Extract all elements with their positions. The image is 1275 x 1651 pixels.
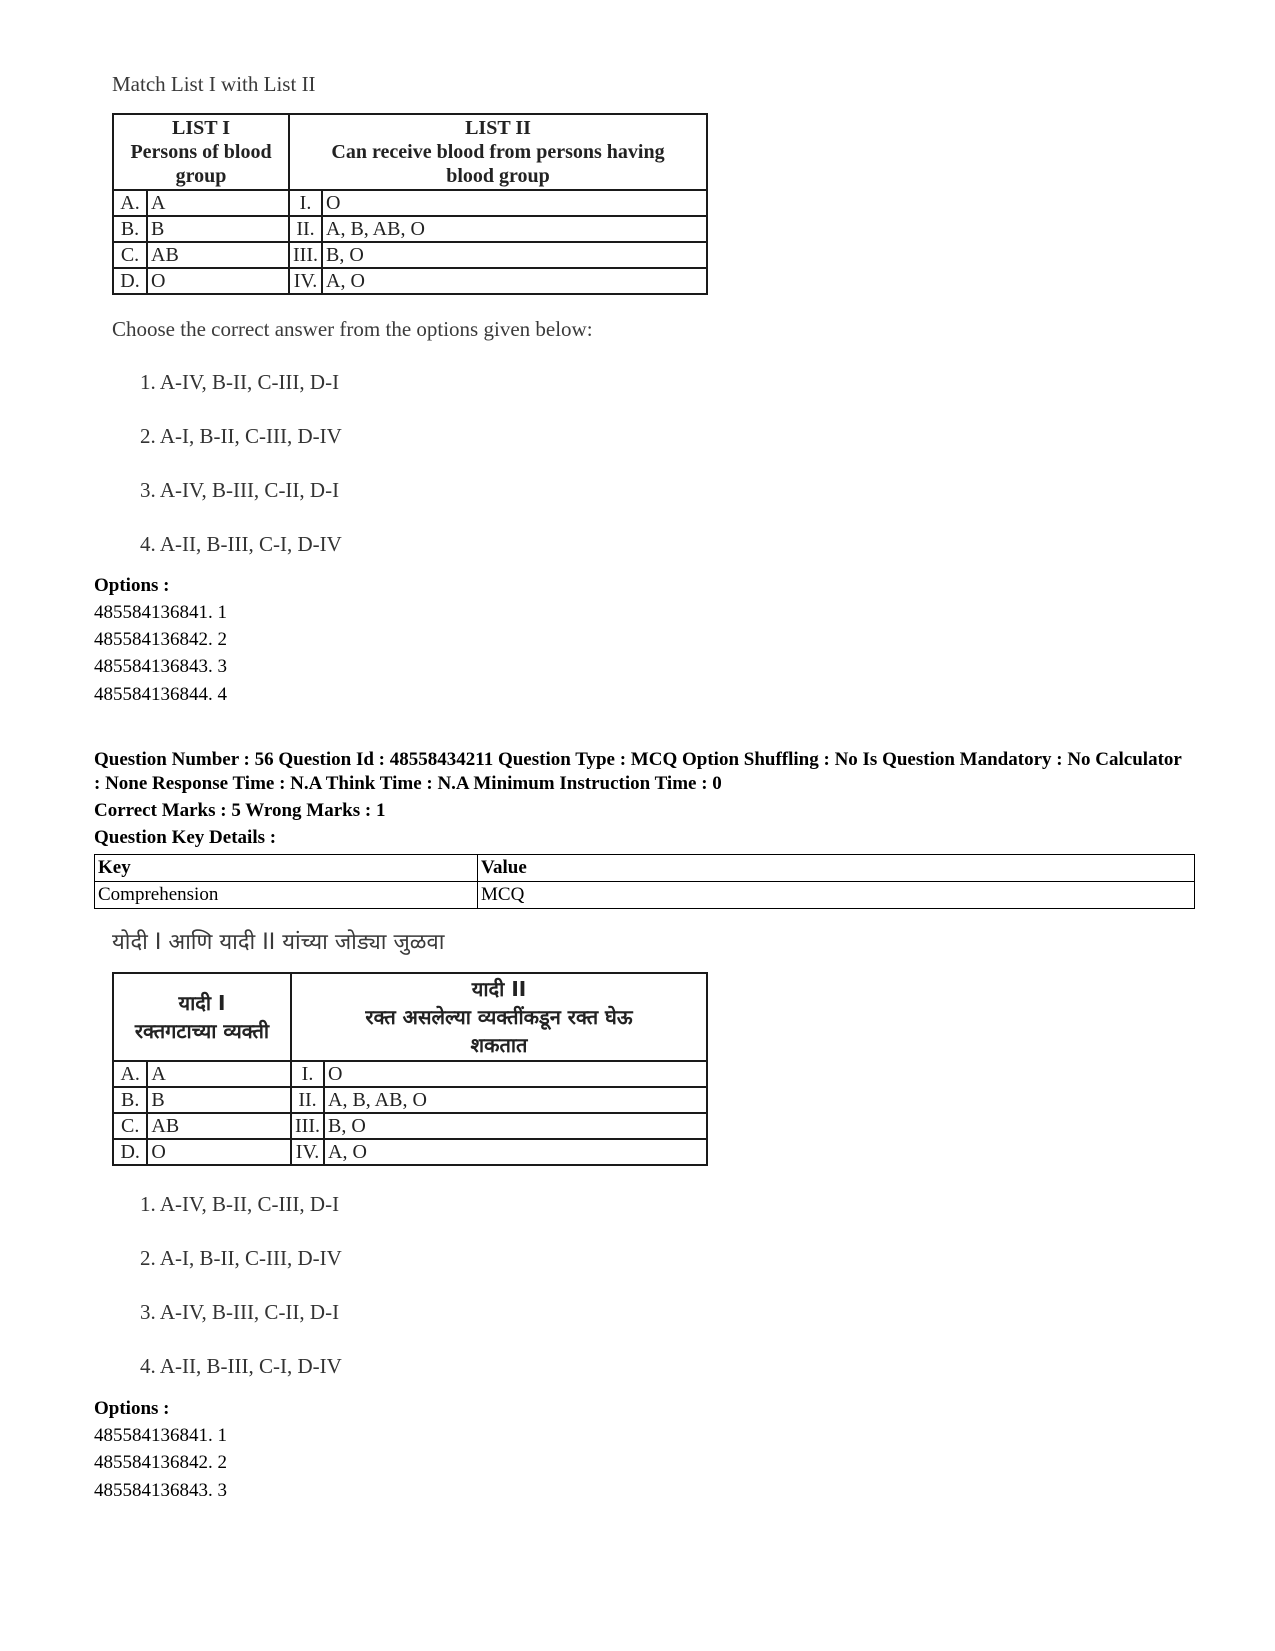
row-value: B [147, 216, 289, 242]
list-2-subtitle-cont: blood group [446, 165, 550, 187]
list-1-subtitle: Persons of blood [130, 141, 272, 163]
row-label: C. [113, 242, 147, 268]
option-item: 485584136843. 3 [94, 656, 227, 677]
table-header-row [95, 855, 1195, 882]
row-roman: IV. [291, 1139, 324, 1165]
row-group: A, B, AB, O [322, 216, 707, 242]
list-1-title: यादी I [178, 991, 226, 1015]
row-roman: II. [291, 1087, 324, 1113]
table-row [113, 190, 707, 216]
question-image-marathi [100, 926, 740, 1408]
options-label: Options : [94, 575, 170, 596]
table-row [113, 1087, 707, 1113]
list-2-title: LIST II [465, 117, 531, 139]
option-item: 485584136842. 2 [94, 629, 227, 650]
row-roman: II. [289, 216, 322, 242]
row-roman: III. [289, 242, 322, 268]
row-group: B, O [324, 1113, 707, 1139]
row-label: B. [113, 216, 147, 242]
table-row [113, 1113, 707, 1139]
question-metadata: Question Number : 56 Question Id : 48558434211 Question Type : MCQ Option Shuffling : No Is Question Mandatory : No Calculator : None Response Time : N.A Think Time : N.A Minimum Instruction Time : 0 [94, 749, 1182, 794]
row-roman: I. [291, 1061, 324, 1087]
choose-instruction: Choose the correct answer from the options given below: [112, 317, 593, 341]
answer-choice: 4. A-II, B-III, C-I, D-IV [140, 532, 342, 556]
row-group: O [324, 1061, 707, 1087]
key-header: Key [95, 855, 478, 882]
answer-choice: 4. A-II, B-III, C-I, D-IV [140, 1354, 342, 1378]
table-header-row [113, 973, 707, 1061]
list-2-subtitle: Can receive blood from persons having [331, 141, 665, 163]
row-value: B [147, 1087, 291, 1113]
option-item: 485584136842. 2 [94, 1452, 227, 1473]
table-row [95, 882, 1195, 909]
question-image-english [100, 72, 740, 586]
value-header: Value [478, 855, 1195, 882]
option-item: 485584136844. 4 [94, 684, 227, 705]
option-item: 485584136841. 1 [94, 1425, 227, 1446]
value-cell: MCQ [478, 882, 1195, 909]
list-1-subtitle-cont: group [175, 165, 227, 187]
row-label: A. [113, 190, 147, 216]
row-group: A, O [324, 1139, 707, 1165]
table-row [113, 242, 707, 268]
answer-choice: 3. A-IV, B-III, C-II, D-I [140, 1300, 340, 1324]
list-2-subtitle: रक्त असलेल्या व्यक्तींकडून रक्त घेऊ [365, 1005, 633, 1029]
answer-choice: 3. A-IV, B-III, C-II, D-I [140, 478, 340, 502]
option-item: 485584136841. 1 [94, 602, 227, 623]
answer-choice: 2. A-I, B-II, C-III, D-IV [140, 1246, 342, 1270]
row-roman: IV. [289, 268, 322, 294]
key-details-table [94, 854, 1195, 909]
option-item: 485584136843. 3 [94, 1480, 227, 1501]
row-group: A, O [322, 268, 707, 294]
row-group: B, O [322, 242, 707, 268]
row-value: AB [147, 242, 289, 268]
list-1-header [113, 973, 291, 1061]
row-label: D. [113, 1139, 147, 1165]
answer-choices [140, 370, 740, 586]
list-2-header [291, 973, 707, 1061]
row-label: C. [113, 1113, 147, 1139]
question-lead: योदी I आणि यादी II यांच्या जोड्या जुळवा [112, 930, 445, 955]
marks-line: Correct Marks : 5 Wrong Marks : 1 [94, 800, 386, 821]
table-row [113, 216, 707, 242]
row-value: O [147, 268, 289, 294]
row-roman: III. [291, 1113, 324, 1139]
key-cell: Comprehension [95, 882, 478, 909]
table-row [113, 268, 707, 294]
list-1-title: LIST I [171, 117, 230, 139]
list-2-title: यादी II [471, 977, 527, 1001]
list-2-subtitle-cont: शकतात [470, 1033, 528, 1057]
row-roman: I. [289, 190, 322, 216]
row-group: A, B, AB, O [324, 1087, 707, 1113]
match-table [112, 113, 708, 295]
question-lead: Match List I with List II [112, 72, 316, 96]
list-2-header [289, 114, 707, 190]
list-1-header [113, 114, 289, 190]
row-value: A [147, 1061, 291, 1087]
options-label: Options : [94, 1398, 170, 1419]
answer-choices [140, 1192, 740, 1408]
table-row [113, 1139, 707, 1165]
row-label: D. [113, 268, 147, 294]
answer-choice: 1. A-IV, B-II, C-III, D-I [140, 1192, 340, 1216]
row-value: O [147, 1139, 291, 1165]
match-table [112, 972, 708, 1166]
list-1-subtitle: रक्तगटाच्या व्यक्ती [134, 1019, 270, 1043]
answer-choice: 1. A-IV, B-II, C-III, D-I [140, 370, 340, 394]
row-group: O [322, 190, 707, 216]
table-row [113, 1061, 707, 1087]
row-value: A [147, 190, 289, 216]
row-label: A. [113, 1061, 147, 1087]
table-header-row [113, 114, 707, 190]
row-label: B. [113, 1087, 147, 1113]
key-details-label: Question Key Details : [94, 827, 277, 848]
answer-choice: 2. A-I, B-II, C-III, D-IV [140, 424, 342, 448]
row-value: AB [147, 1113, 291, 1139]
